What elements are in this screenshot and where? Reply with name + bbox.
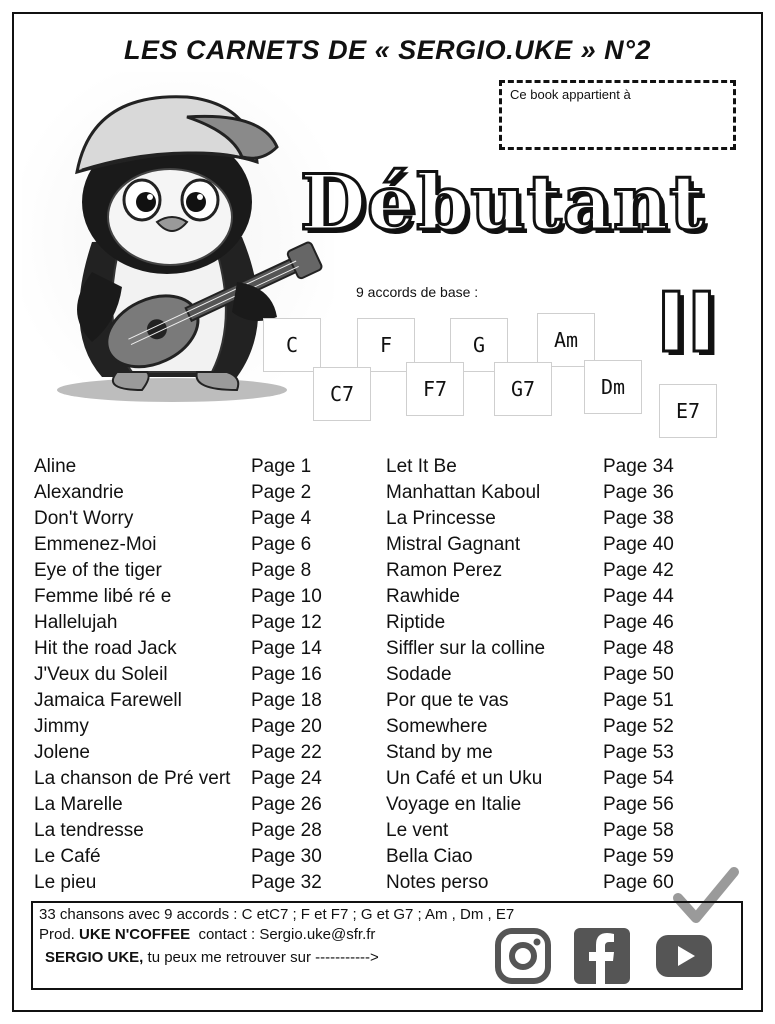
song-title: Femme libé ré e [34,586,172,607]
song-title: Don't Worry [34,508,134,529]
instagram-icon[interactable] [495,928,551,984]
youtube-icon[interactable] [655,931,713,981]
song-title: Siffler sur la colline [386,638,546,659]
song-title: Mistral Gagnant [386,534,521,555]
song-title: Le vent [386,820,449,841]
find-me-text: tu peux me retrouver sur -----------> [147,949,379,966]
song-title: La tendresse [34,820,144,841]
song-page: Page 48 [603,638,674,659]
song-page: Page 2 [251,482,312,503]
song-title: Un Café et un Uku [386,768,543,789]
chord-box: C [263,318,321,372]
song-page: Page 42 [603,560,674,581]
song-page: Page 14 [251,638,322,659]
chord-box: G7 [494,362,552,416]
song-page: Page 56 [603,794,674,815]
song-page: Page 1 [251,456,312,477]
sergio-name: SERGIO UKE, [45,949,144,966]
song-page: Page 30 [251,846,322,867]
chord-box: E7 [659,384,717,438]
song-title: Rawhide [386,586,460,607]
chord-box: Am [537,313,595,367]
prod-prefix: Prod. [39,926,75,943]
info-summary: 33 chansons avec 9 accords : C etC7 ; F et F7 ; G et G7 ; Am , Dm , E7 [39,906,515,923]
song-page: Page 53 [603,742,674,763]
owner-box [499,80,736,150]
song-title: Hit the road Jack [34,638,177,659]
song-page: Page 8 [251,560,312,581]
song-page: Page 44 [603,586,674,607]
song-title: La chanson de Pré vert [34,768,231,789]
song-title: Alexandrie [34,482,124,503]
chord-box: C7 [313,367,371,421]
song-page: Page 60 [603,872,674,893]
prod-name: UKE N'COFFEE [79,926,191,943]
song-page: Page 10 [251,586,322,607]
chord-box: G [450,318,508,372]
chord-box: Dm [584,360,642,414]
song-page: Page 46 [603,612,674,633]
song-page: Page 54 [603,768,674,789]
page-title: LES CARNETS DE « SERGIO.UKE » N°2 [124,35,651,65]
facebook-icon[interactable] [574,928,630,984]
chord-box: F [357,318,415,372]
song-page: Page 6 [251,534,312,555]
song-title: Emmenez-Moi [34,534,157,555]
song-page: Page 50 [603,664,674,685]
song-page: Page 32 [251,872,322,893]
song-page: Page 18 [251,690,322,711]
song-title: Notes perso [386,872,489,893]
song-title: Eye of the tiger [34,560,162,581]
song-page: Page 51 [603,690,674,711]
song-title: Somewhere [386,716,488,737]
song-title: Le pieu [34,872,97,893]
song-title: Stand by me [386,742,493,763]
song-page: Page 26 [251,794,322,815]
song-title: Sodade [386,664,452,685]
chords-caption: 9 accords de base : [356,284,479,300]
chord-box: F7 [406,362,464,416]
song-page: Page 20 [251,716,322,737]
cover-title: Débutant [300,158,706,247]
song-title: J'Veux du Soleil [34,664,168,685]
song-page: Page 52 [603,716,674,737]
song-page: Page 59 [603,846,674,867]
song-title: Bella Ciao [386,846,473,867]
song-page: Page 24 [251,768,322,789]
song-page: Page 22 [251,742,322,763]
song-page: Page 34 [603,456,674,477]
song-title: Ramon Perez [386,560,503,581]
song-title: Manhattan Kaboul [386,482,541,503]
volume-number: II [656,276,718,371]
info-box [31,901,743,990]
song-title: Jamaica Farewell [34,690,182,711]
song-title: Aline [34,456,77,477]
song-title: Let It Be [386,456,457,477]
song-page: Page 28 [251,820,322,841]
song-page: Page 4 [251,508,312,529]
song-title: La Princesse [386,508,496,529]
song-page: Page 58 [603,820,674,841]
song-page: Page 40 [603,534,674,555]
song-title: Por que te vas [386,690,509,711]
info-find-me [45,949,379,966]
song-title: Voyage en Italie [386,794,522,815]
song-title: Hallelujah [34,612,118,633]
song-page: Page 36 [603,482,674,503]
info-prod [39,926,375,943]
song-title: Riptide [386,612,446,633]
contact-text: contact : Sergio.uke@sfr.fr [198,926,376,943]
owner-label: Ce book appartient à [510,87,631,102]
song-page: Page 38 [603,508,674,529]
song-title: La Marelle [34,794,123,815]
song-title: Jolene [34,742,90,763]
song-page: Page 16 [251,664,322,685]
song-page: Page 12 [251,612,322,633]
song-title: Jimmy [34,716,89,737]
song-title: Le Café [34,846,101,867]
